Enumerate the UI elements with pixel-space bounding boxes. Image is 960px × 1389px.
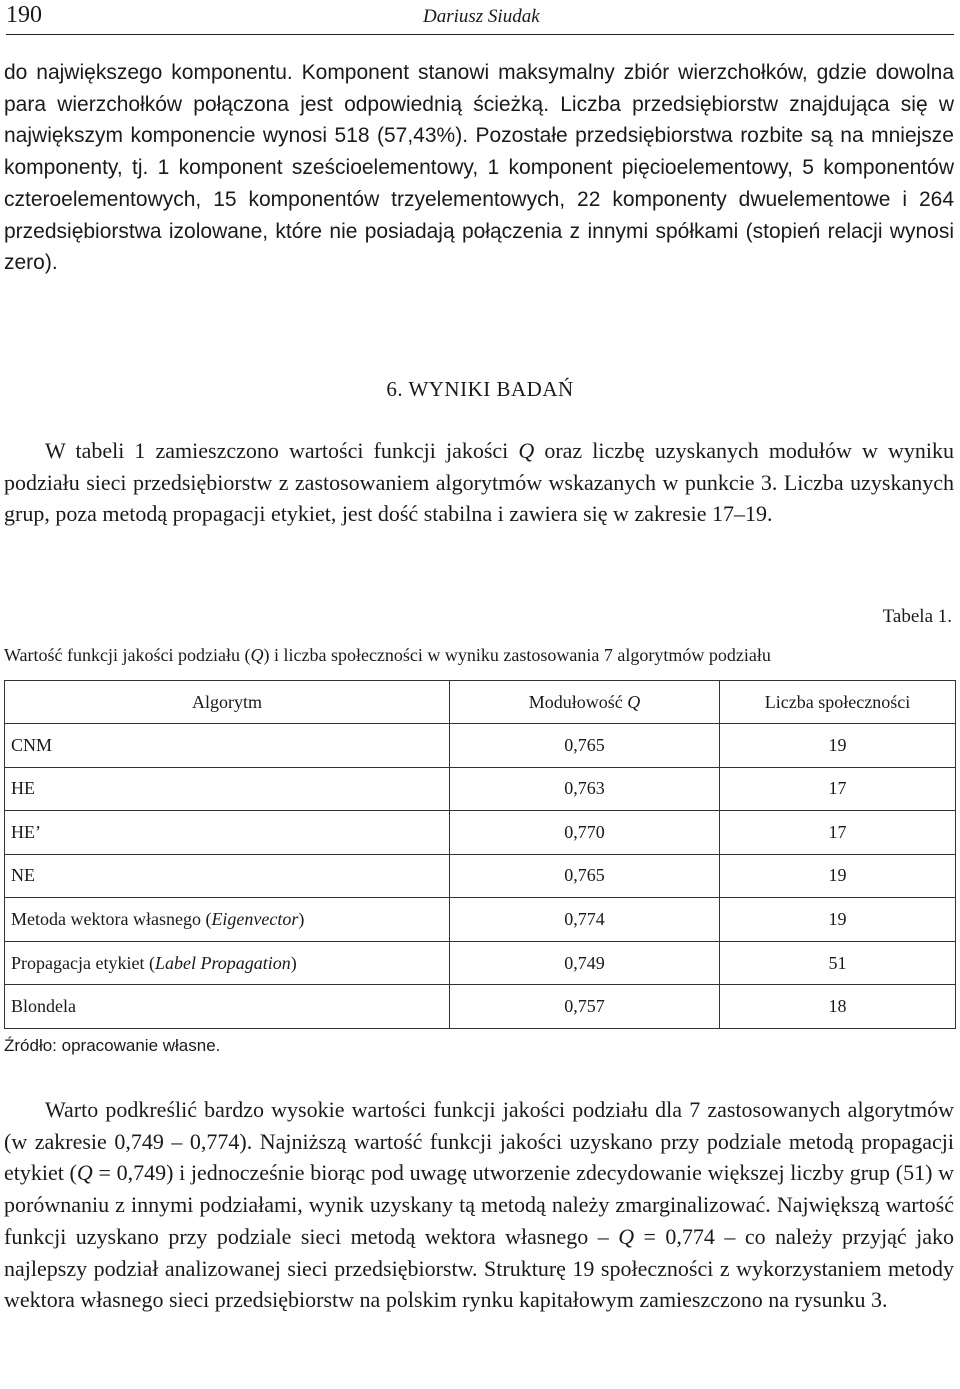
header-communities: Liczba społeczności <box>720 681 956 724</box>
community-count: 19 <box>720 854 956 898</box>
modularity-value: 0,770 <box>450 811 720 855</box>
header-modularity-label: Modułowość <box>528 691 628 712</box>
caption-segment: ) i liczba społeczności w wyniku zastosowania 7 algorytmów podziału <box>263 645 771 665</box>
text-segment: Warto podkreślić bardzo wysokie wartości funkcji jakości podziału dla 7 zastosowanych algorytmów (w zakresie 0,749 – 0,774). Najniższą wartość funkcji jakości uzyskano przy podziale metodą propagacji etykiet ( <box>4 1097 954 1186</box>
community-count: 17 <box>720 811 956 855</box>
results-paragraph <box>4 435 954 530</box>
algorithm-name: HE <box>5 767 450 811</box>
modularity-value: 0,774 <box>450 898 720 942</box>
intro-paragraph <box>4 57 954 279</box>
algorithm-name-part: ) <box>298 909 305 930</box>
table-row <box>5 854 956 898</box>
modularity-value: 0,763 <box>450 767 720 811</box>
community-count: 17 <box>720 767 956 811</box>
table-row <box>5 811 956 855</box>
algorithm-name-part: Propagacja etykiet ( <box>11 952 155 973</box>
page-number: 190 <box>6 2 42 28</box>
community-count: 51 <box>720 941 956 985</box>
table-row <box>5 941 956 985</box>
conclusion-paragraph <box>4 1094 954 1316</box>
table-row <box>5 985 956 1029</box>
section-heading: 6. WYNIKI BADAŃ <box>386 377 574 401</box>
q-symbol: Q <box>250 645 264 665</box>
header-algorithm: Algorytm <box>5 681 450 724</box>
algorithm-name <box>5 898 450 942</box>
page-header <box>6 0 954 35</box>
header-modularity <box>450 681 720 724</box>
table-header-row <box>5 681 956 724</box>
q-symbol: Q <box>627 691 641 712</box>
modularity-value: 0,765 <box>450 854 720 898</box>
results-paragraph-text <box>4 435 954 530</box>
text-segment: = 0,749) i jednocześnie biorąc pod uwagę utworzenie zdecydowanie większej liczby grup (51) w porównaniu z innymi podziałami, wynik uzyskany tą metodą należy zmarginalizować. Największą wartość funkcji uzyskano przy podziale sieci metodą wektora własnego – <box>4 1160 954 1249</box>
caption-segment: Wartość funkcji jakości podziału ( <box>4 645 251 665</box>
table-row <box>5 898 956 942</box>
algorithm-name-italic: Eigenvector <box>211 909 299 930</box>
algorithm-name: Blondela <box>5 985 450 1029</box>
community-count: 19 <box>720 724 956 768</box>
q-symbol: Q <box>76 1160 93 1186</box>
running-head: Dariusz Siudak <box>423 6 540 27</box>
community-count: 19 <box>720 898 956 942</box>
algorithm-name-part: ) <box>290 952 297 973</box>
algorithm-name-italic: Label Propagation <box>154 952 291 973</box>
conclusion-paragraph-text <box>4 1094 954 1316</box>
text-segment: W tabeli 1 zamieszczono wartości funkcji jakości <box>45 438 519 463</box>
table-row <box>5 767 956 811</box>
community-count: 18 <box>720 985 956 1029</box>
q-symbol: Q <box>518 438 535 463</box>
text-segment: = 0,774 – co należy przyjąć jako najlepszy podział analizowanej sieci przedsiębiorstw. Strukturę 19 społeczności z wykorzystaniem metody wektora własnego sieci przedsiębiorstw na polskim rynku kapitałowym zamieszczono na rysunku 3. <box>4 1223 955 1313</box>
algorithm-name: NE <box>5 854 450 898</box>
modularity-value: 0,749 <box>450 941 720 985</box>
modularity-value: 0,757 <box>450 985 720 1029</box>
modularity-value: 0,765 <box>450 724 720 768</box>
q-symbol: Q <box>618 1223 635 1249</box>
algorithm-name: HE’ <box>5 811 450 855</box>
table-caption <box>4 645 771 666</box>
table-label: Tabela 1. <box>882 606 952 627</box>
algorithm-name-part: Metoda wektora własnego ( <box>11 909 212 930</box>
table-source: Źródło: opracowanie własne. <box>4 1036 221 1055</box>
algorithm-name: CNM <box>5 724 450 768</box>
table-row <box>5 724 956 768</box>
intro-paragraph-text: do największego komponentu. Komponent stanowi maksymalny zbiór wierzchołków, gdzie dowolna para wierzchołków połączona jest odpowiednią ścieżką. Liczba przedsiębiorstw znajdująca się w największym komponencie wynosi 518 (57,43%). Pozostałe przedsiębiorstwa rozbite są na mniejsze komponenty, tj. 1 komponent sześcioelementowy, 1 komponent pięcioelementowy, 5 komponentów czteroelementowych, 15 komponentów trzyelementowych, 22 komponenty dwuelementowe i 264 przedsiębiorstwa izolowane, które nie posiadają połączenia z innymi spółkami (stopień relacji wynosi zero). <box>4 61 954 275</box>
results-table <box>4 680 956 1029</box>
text-segment: oraz liczbę uzyskanych modułów w wyniku podziału sieci przedsiębiorstw z zastosowaniem algorytmów wskazanych w punkcie 3. Liczba uzyskanych grup, poza metodą propagacji etykiet, jest dość stabilna i zawiera się w zakresie 17–19. <box>4 438 954 527</box>
algorithm-name <box>5 941 450 985</box>
